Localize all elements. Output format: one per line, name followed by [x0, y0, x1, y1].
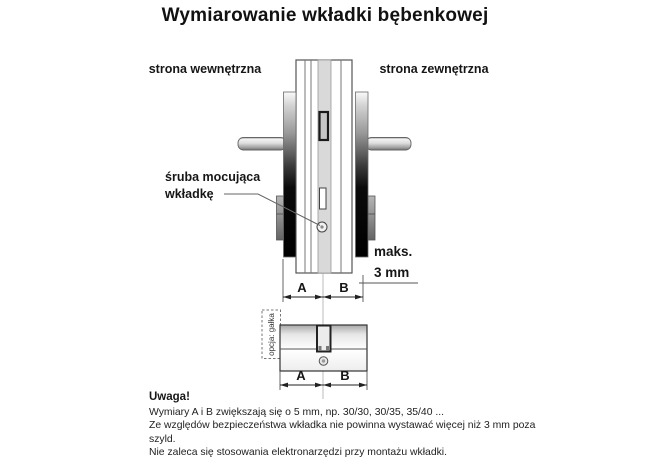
max-protrusion-label-line1: maks.	[374, 244, 413, 259]
knob-option-label: opcja: gałka	[267, 313, 276, 356]
note-line: Ze względów bezpieczeństwa wkładka nie powinna wystawać więcej niż 3 mm poza szyld.	[149, 420, 536, 445]
cylinder-cam	[320, 112, 329, 140]
outer-escutcheon-plate	[356, 92, 369, 257]
arrow	[355, 295, 363, 300]
arrow	[323, 383, 331, 388]
arrow	[315, 383, 323, 388]
cylinder-bar-inner-end	[238, 138, 286, 151]
screw-label-line1: śruba mocująca	[165, 170, 261, 184]
arrow	[323, 295, 331, 300]
note-line: Nie zaleca się stosowania elektronarzędzi przy montażu wkładki.	[149, 447, 448, 459]
fixing-slot	[320, 188, 327, 209]
screw-label-line2: wkładkę	[165, 187, 214, 201]
arrow	[280, 383, 288, 388]
outer-side-label: strona zewnętrzna	[379, 62, 489, 76]
right-escutcheon-lug	[368, 196, 375, 240]
cylinder-bar-outer-end	[366, 138, 411, 151]
arrow	[283, 295, 291, 300]
dimension-b-label: B	[339, 280, 349, 295]
cylinder-channel	[318, 60, 331, 273]
arrow	[315, 295, 323, 300]
inner-side-label: strona wewnętrzna	[148, 62, 262, 76]
max-protrusion-label-line2: 3 mm	[374, 265, 410, 280]
note-heading: Uwaga!	[149, 391, 190, 403]
inner-escutcheon-plate	[284, 92, 297, 257]
fixing-screw-center	[320, 225, 323, 228]
dimension-b-label-small: B	[340, 368, 350, 383]
page-title: Wymiarowanie wkładki bębenkowej	[161, 5, 489, 26]
note-line: Wymiary A i B zwiększają się o 5 mm, np. 30/30, 30/35, 35/40 ...	[149, 407, 445, 418]
dimension-a-label: A	[297, 280, 307, 295]
left-escutcheon-lug	[277, 196, 284, 240]
cam-notch-detail-left	[319, 346, 322, 351]
dimension-a-label-small: A	[296, 368, 306, 383]
arrow	[359, 383, 367, 388]
cylinder-screw-hole-center	[322, 359, 325, 362]
cam-notch-detail-right	[326, 346, 329, 351]
note-block	[149, 391, 549, 460]
